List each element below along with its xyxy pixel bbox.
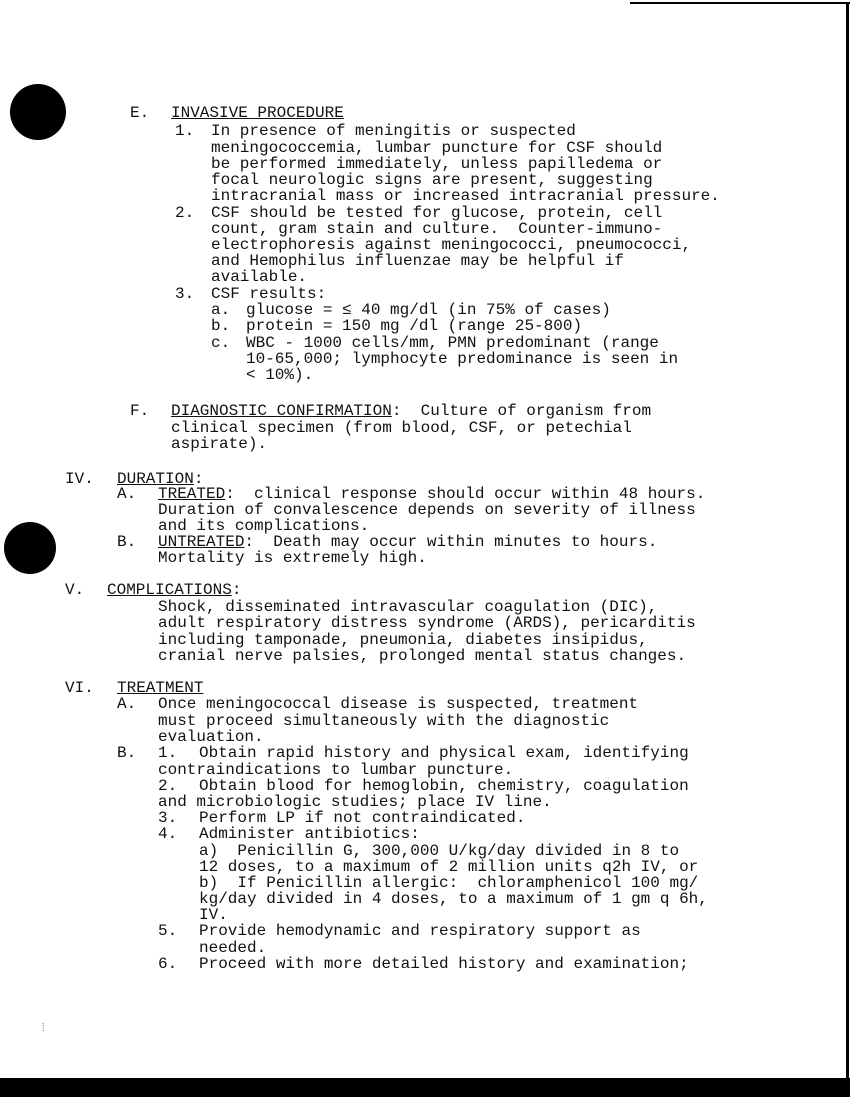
text-line: and Hemophilus influenzae may be helpful if (211, 252, 624, 270)
text-line: focal neurologic signs are present, suggesting (211, 171, 653, 189)
section-heading: DIAGNOSTIC CONFIRMATION (171, 402, 392, 420)
sub-heading: TREATED (158, 485, 226, 503)
text-line: In presence of meningitis or suspected (211, 122, 576, 140)
text-line: glucose = ≤ 40 mg/dl (in 75% of cases) (246, 301, 611, 319)
text-line: cranial nerve palsies, prolonged mental status changes. (158, 647, 687, 665)
text-line: needed. (199, 939, 267, 957)
item-number: 2. (175, 204, 195, 222)
text-line: Mortality is extremely high. (158, 549, 427, 567)
text-line: < 10%). (246, 366, 314, 384)
punch-hole-top (10, 84, 66, 140)
punch-hole-middle (4, 522, 56, 574)
step-number: 4. (158, 825, 178, 843)
section-label: F. (130, 402, 150, 420)
page-edge-bottom (0, 1078, 850, 1097)
text-line: count, gram stain and culture. Counter-immuno- (211, 220, 663, 238)
text-line: CSF results: (211, 285, 327, 303)
scan-mark: ⁞ (40, 1023, 47, 1035)
text-line: b) If Penicillin allergic: chloramphenicol 100 mg/ (199, 874, 699, 892)
text-line: CSF should be tested for glucose, protein, cell (211, 204, 663, 222)
colon: : (231, 581, 242, 599)
text-line: intracranial mass or increased intracranial pressure. (211, 187, 720, 205)
section-heading: TREATMENT (117, 679, 204, 697)
text-line: Shock, disseminated intravascular coagulation (DIC), (158, 598, 658, 616)
step-number: 6. (158, 955, 178, 973)
sub-label: B. (117, 744, 137, 762)
text-span: : clinical response should occur within 48 hours. (225, 485, 706, 503)
section-heading: DURATION (117, 470, 194, 488)
text-line: Duration of convalescence depends on severity of illness (158, 501, 696, 519)
text-span: : Death may occur within minutes to hours. (244, 533, 658, 551)
section-label: E. (130, 104, 150, 122)
text-line: and microbiologic studies; place IV line. (158, 793, 552, 811)
text-line: clinical specimen (from blood, CSF, or petechial (171, 419, 632, 437)
page-edge-right (846, 2, 849, 1082)
text-line: Administer antibiotics: (199, 825, 420, 843)
text-line: Perform LP if not contraindicated. (199, 809, 526, 827)
text-line: IV. (199, 906, 228, 924)
text-line: Once meningococcal disease is suspected, treatment (158, 695, 639, 713)
sub-label: A. (117, 485, 137, 503)
text-line: be performed immediately, unless papilledema or (211, 155, 663, 173)
text-line: : Culture of organism from (391, 402, 652, 420)
item-letter: c. (211, 334, 231, 352)
text-line: including tamponade, pneumonia, diabetes insipidus, (158, 631, 648, 649)
step-number: 5. (158, 922, 178, 940)
step-number: 2. (158, 777, 178, 795)
text-line: aspirate). (171, 435, 268, 453)
item-number: 3. (175, 285, 195, 303)
step-number: 3. (158, 809, 178, 827)
section-heading: INVASIVE PROCEDURE (171, 104, 344, 122)
sub-heading: UNTREATED (158, 533, 245, 551)
page-edge-top (630, 2, 850, 4)
section-heading-line (107, 581, 241, 599)
text-line: contraindications to lumbar puncture. (158, 761, 514, 779)
text-line: electrophoresis against meningococci, pneumococci, (211, 236, 692, 254)
sub-label: B. (117, 533, 137, 551)
step-number: 1. (158, 744, 178, 762)
text-line: available. (211, 268, 308, 286)
item-letter: a. (211, 301, 231, 319)
text-line: meningococcemia, lumbar puncture for CSF should (211, 139, 663, 157)
text-line: 12 doses, to a maximum of 2 million units q2h IV, or (199, 858, 699, 876)
text-line: adult respiratory distress syndrome (ARDS), pericarditis (158, 614, 696, 632)
text-line: a) Penicillin G, 300,000 U/kg/day divided in 8 to (199, 842, 680, 860)
section-heading: COMPLICATIONS (107, 581, 232, 599)
text-line: Obtain blood for hemoglobin, chemistry, coagulation (199, 777, 689, 795)
colon: : (193, 470, 204, 488)
item-letter: b. (211, 317, 231, 335)
text-line: WBC - 1000 cells/mm, PMN predominant (range (246, 334, 659, 352)
section-label: VI. (65, 679, 94, 697)
section-label: V. (65, 581, 85, 599)
text-line: kg/day divided in 4 doses, to a maximum of 1 gm q 6h, (199, 890, 708, 908)
text-line: evaluation. (158, 728, 264, 746)
text-line: must proceed simultaneously with the diagnostic (158, 712, 610, 730)
text-line: Obtain rapid history and physical exam, identifying (199, 744, 689, 762)
text-line: protein = 150 mg /dl (range 25-800) (246, 317, 583, 335)
item-number: 1. (175, 122, 195, 140)
section-label: IV. (65, 470, 94, 488)
text-line: Proceed with more detailed history and examination; (199, 955, 689, 973)
text-line: Provide hemodynamic and respiratory support as (199, 922, 641, 940)
text-line: and its complications. (158, 517, 370, 535)
sub-label: A. (117, 695, 137, 713)
section-heading-line (171, 402, 651, 420)
text-line: 10-65,000; lymphocyte predominance is seen in (246, 350, 679, 368)
